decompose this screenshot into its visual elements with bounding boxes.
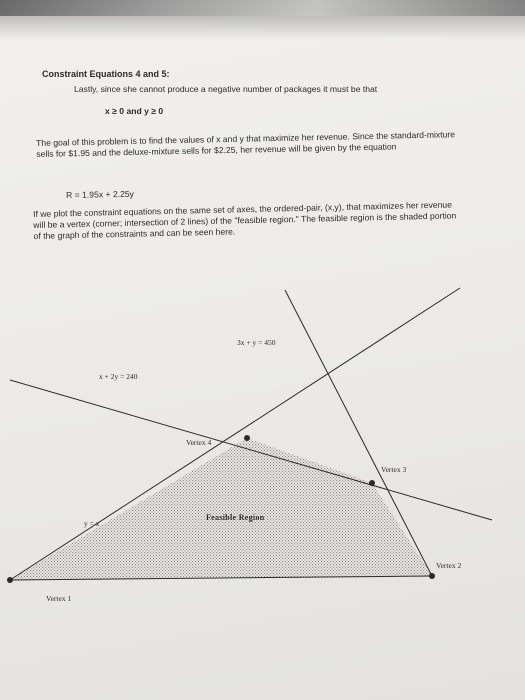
label-vertex-1: Vertex 1 [46, 594, 72, 603]
revenue-equation: R = 1.95x + 2.25y [66, 188, 135, 200]
label-x-plus-2y: x + 2y = 240 [99, 372, 138, 381]
vertex-4-point [244, 435, 250, 441]
nonnegativity-intro: Lastly, since she cannot produce a negative number of packages it must be that [74, 84, 378, 94]
label-vertex-3: Vertex 3 [381, 465, 407, 474]
vertex-2-point [429, 573, 435, 579]
label-feasible-region: Feasible Region [206, 513, 265, 522]
vertex-1-point [7, 577, 13, 583]
feasible-region [10, 438, 432, 580]
section-heading: Constraint Equations 4 and 5: [42, 69, 170, 79]
nonnegativity-constraint: x ≥ 0 and y ≥ 0 [105, 106, 164, 116]
label-vertex-2: Vertex 2 [436, 561, 462, 570]
label-y-equals-x: y = x [84, 519, 100, 528]
vertex-3-point [369, 480, 375, 486]
label-vertex-4: Vertex 4 [186, 438, 212, 447]
label-3x-plus-y: 3x + y = 450 [237, 338, 276, 347]
feasible-region-paragraph: If we plot the constraint equations on the same set of axes, the ordered-pair, (x,y), that maximizes her revenue will be a vertex (corner; intersection of 2 lines) of the "feasible region." The feasible region is the shaded portion of the graph of the constraints and can be seen here. [33, 199, 457, 241]
revenue-paragraph: The goal of this problem is to find the values of x and y that maximize her revenue. Since the standard-mixture sells for $1.95 and the deluxe-mixture sells for $2.25, her revenue will be given by the equation [36, 129, 456, 159]
